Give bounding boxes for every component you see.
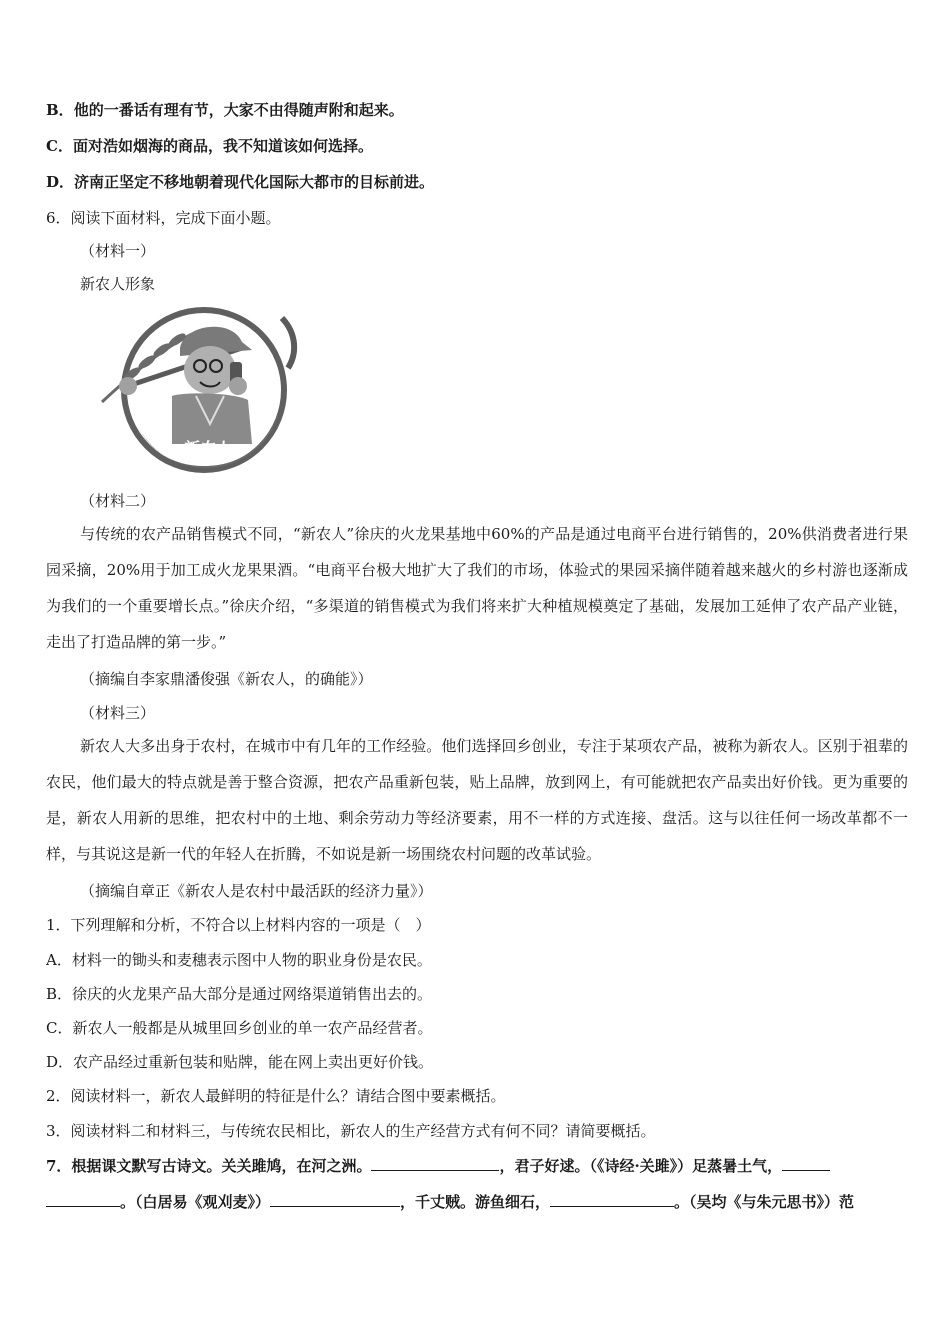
q6-sub2: 2．阅读材料一，新农人最鲜明的特征是什么？请结合图中要素概括。 [46,1087,506,1105]
q6-sub3: 3．阅读材料二和材料三，与传统农民相比，新农人的生产经营方式有何不同？请简要概括。 [46,1122,656,1140]
answer-blank-4[interactable] [550,1192,674,1207]
q7-line1 [46,1156,908,1176]
material1-title: （材料一） [80,242,156,260]
option-b: B．他的一番话有理有节，大家不由得随声附和起来。 [46,101,404,119]
q7-text-5: 。（吴均《与朱元思书》）范 [674,1193,855,1211]
answer-blank-2b[interactable] [46,1192,120,1207]
material2-paragraph: 与传统的农产品销售模式不同，“新农人”徐庆的火龙果基地中60%的产品是通过电商平台进行销售的，20%供消费者进行果园采摘，20%用于加工成火龙果果酒。“电商平台极大地扩大了我们的市场，体验式的果园采摘伴随着越来越火的乡村游也逐渐成为我们的一个重要增长点。”徐庆介绍，“多渠道的销售模式为我们将来扩大种植规模奠定了基础，发展加工延伸了农产品产业链，走出了打造品牌的第一步。” [46,525,908,651]
material1-caption: 新农人形象 [80,275,156,293]
answer-blank-2a[interactable] [782,1156,830,1171]
q7-text-1: 7．根据课文默写古诗文。关关雎鸠，在河之洲。 [46,1157,372,1175]
new-farmer-illustration [92,304,302,476]
q6-stem: 6．阅读下面材料，完成下面小题。 [46,209,281,227]
material3-source: （摘编自章正《新农人是农村中最活跃的经济力量》） [80,882,433,900]
q7-line2 [46,1192,908,1212]
option-d: D．济南正坚定不移地朝着现代化国际大都市的目标前进。 [46,173,435,191]
material3-title: （材料三） [80,704,156,722]
q6-sub1: 1．下列理解和分析，不符合以上材料内容的一项是（ ） [46,916,431,934]
material2-title: （材料二） [80,492,156,510]
material3-paragraph: 新农人大多出身于农村，在城市中有几年的工作经验。他们选择回乡创业，专注于某项农产品，被称为新农人。区别于祖辈的农民，他们最大的特点就是善于整合资源，把农产品重新包装，贴上品牌，放到网上，有可能就把农产品卖出好价钱。更为重要的是，新农人用新的思维，把农村中的土地、剩余劳动力等经济要素，用不一样的方式连接、盘活。这与以往任何一场改革都不一样，与其说这是新一代的年轻人在折腾，不如说是新一场围绕农村问题的改革试验。 [46,737,908,863]
q6-sub1-option-b: B．徐庆的火龙果产品大部分是通过网络渠道销售出去的。 [46,985,433,1003]
q6-sub1-option-d: D．农产品经过重新包装和贴牌，能在网上卖出更好价钱。 [46,1053,434,1071]
q7-text-4: ，千丈贼。游鱼细石， [400,1193,551,1211]
q7-text-3: 。（白居易《观刈麦》） [120,1193,271,1211]
figure-badge-text: 新农人 [183,439,233,458]
answer-blank-3[interactable] [270,1192,400,1207]
q6-sub1-option-c: C．新农人一般都是从城里回乡创业的单一农产品经营者。 [46,1019,433,1037]
option-c: C．面对浩如烟海的商品，我不知道该如何选择。 [46,137,373,155]
q6-sub1-option-a: A．材料一的锄头和麦穗表示图中人物的职业身份是农民。 [46,951,432,969]
material2-source: （摘编自李家鼎潘俊强《新农人，的确能》） [80,670,373,688]
q7-text-2: ，君子好逑。（《诗经·关雎》）足蒸暑土气， [499,1157,783,1175]
new-farmer-figure [92,304,302,476]
answer-blank-1[interactable] [371,1156,499,1171]
